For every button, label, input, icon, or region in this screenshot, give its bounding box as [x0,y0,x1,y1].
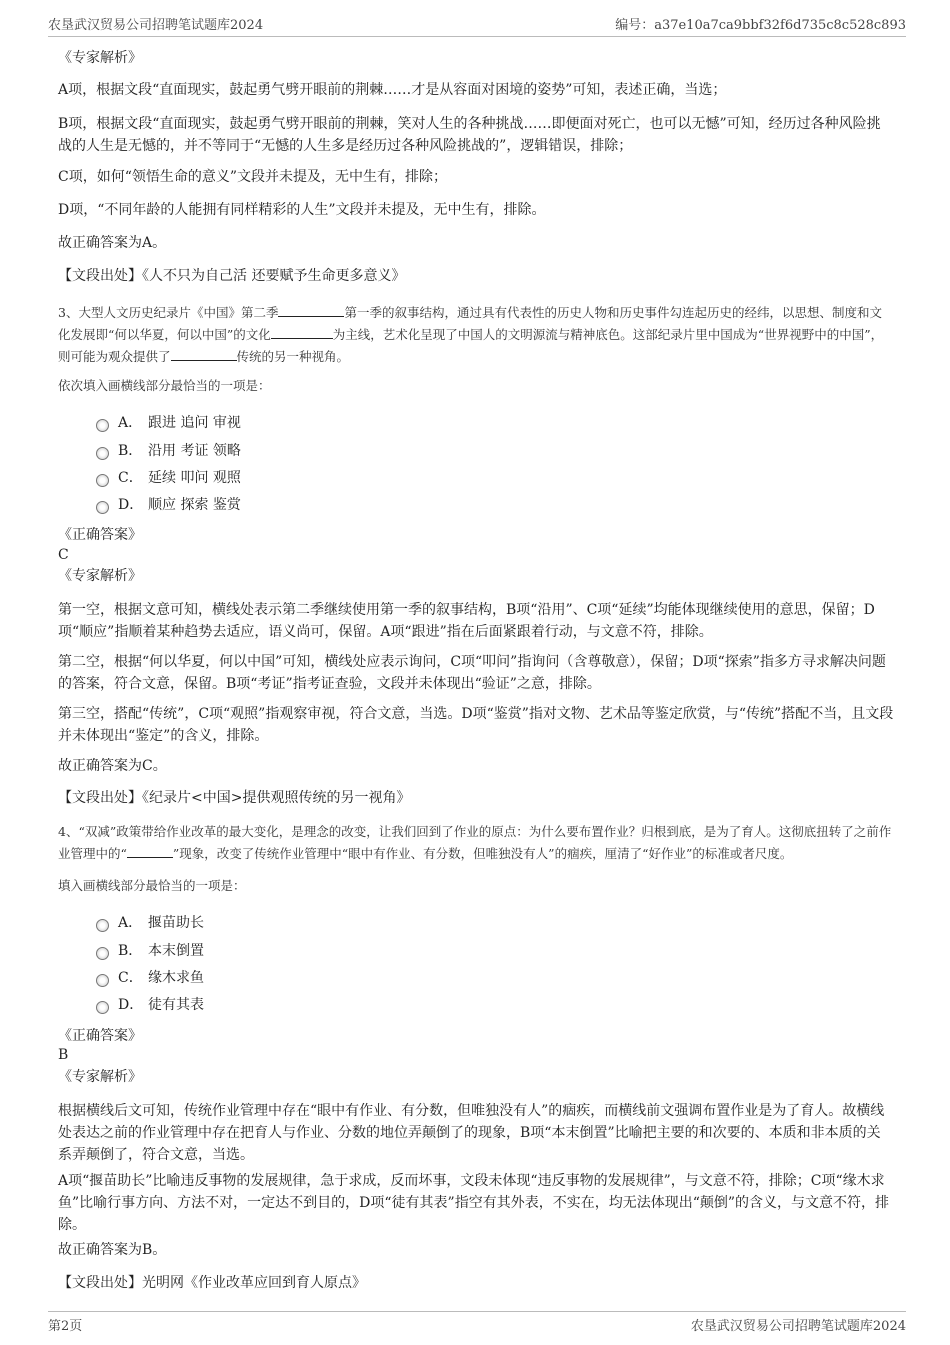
q3-analysis-3: 第三空，搭配“传统”，C项“观照”指观察审视，符合文意，当选。D项“鉴赏”指对文物、艺术品等鉴定欣赏，与“传统”搭配不当，且文段并未体现出“鉴定”的含义，排除。 [58,706,894,744]
radio-icon[interactable] [96,447,109,460]
radio-icon[interactable] [96,1001,109,1014]
q4-answer-label: 《正确答案》 [58,1028,142,1044]
page-header [48,14,906,37]
q4-analysis-1: 根据横线后文可知，传统作业管理中存在“眼中有作业、有分数，但唯独没有人”的痼疾，而横线前文强调布置作业是为了育人。故横线处表达之前的作业管理中存在把育人与作业、分数的地位弄颠倒了的现象，B项“本末倒置”比喻把主要的和次要的、本质和非本质的关系弄颠倒了，符合文意，当选。 [58,1103,885,1163]
page-number: 第2页 [48,1319,83,1334]
q2-expert-label: 《专家解析》 [58,50,142,66]
q3-conclusion: 故正确答案为C。 [58,758,167,774]
q3-expert-label: 《专家解析》 [58,568,142,584]
q3-option-a[interactable]: A． 跟进 追问 审视 [96,413,241,433]
radio-icon[interactable] [96,474,109,487]
q4-option-b[interactable]: B． 本末倒置 [96,941,204,961]
q2-conclusion: 故正确答案为A。 [58,235,167,251]
header-doc-id: 编号：a37e10a7ca9bbf32f6d735c8c528c893 [615,18,906,33]
q2-analysis-a: A项，根据文段“直面现实，鼓起勇气劈开眼前的荆棘……才是从容面对困境的姿势”可知，表述正确，当选； [58,82,727,98]
blank-line [127,843,173,858]
q2-analysis-c: C项，如何“领悟生命的意义”文段并未提及，无中生有，排除； [58,169,448,185]
q3-stem: 3、大型人文历史纪录片《中国》第二季 第一季的叙事结构，通过具有代表性的历史人物和历史事件勾连起历史的经纬，以思想、制度和文化发展即“何以华夏，何以中国”的文化 为主线，艺术化呈现了中国人的文明源流与精神底色。这部纪录片里中国成为“世界视野中的中国”，则可能为观众提供了 传统的另一种视角。 [58,302,894,368]
q3-instruction: 依次填入画横线部分最恰当的一项是： [58,378,271,393]
radio-icon[interactable] [96,501,109,514]
radio-icon[interactable] [96,419,109,432]
radio-icon[interactable] [96,974,109,987]
q2-source: 【文段出处】《人不只为自己活 还要赋予生命更多意义》 [58,268,406,284]
blank-line [278,302,344,317]
q3-option-b[interactable]: B． 沿用 考证 领略 [96,441,241,461]
blank-line [171,346,237,361]
page-footer [48,1311,906,1335]
q4-source: 【文段出处】光明网《作业改革应回到育人原点》 [58,1275,366,1291]
q3-option-d[interactable]: D． 顺应 探索 鉴赏 [96,495,241,515]
q4-answer: B [58,1047,69,1063]
radio-icon[interactable] [96,919,109,932]
q4-option-a[interactable]: A． 揠苗助长 [96,913,204,933]
q4-option-d[interactable]: D． 徒有其表 [96,995,204,1015]
radio-icon[interactable] [96,947,109,960]
q4-expert-label: 《专家解析》 [58,1069,142,1085]
q3-analysis-2: 第二空，根据“何以华夏，何以中国”可知，横线处应表示询问，C项“叩问”指询问（含尊敬意），保留；D项“探索”指多方寻求解决问题的答案，符合文意，保留。B项“考证”指考证查验，文段并未体现出“验证”之意，排除。 [58,654,886,692]
q3-answer-label: 《正确答案》 [58,527,142,543]
q2-analysis-b: B项，根据文段“直面现实，鼓起勇气劈开眼前的荆棘，笑对人生的各种挑战……即便面对死亡，也可以无憾”可知，经历过各种风险挑战的人生是无憾的，并不等同于“无憾的人生多是经历过各种风险挑战的”，逻辑错误，排除； [58,116,881,154]
q2-analysis-d: D项，“不同年龄的人能拥有同样精彩的人生”文段并未提及，无中生有，排除。 [58,202,546,218]
blank-line [271,324,333,339]
q4-option-c[interactable]: C． 缘木求鱼 [96,968,204,988]
header-title: 农垦武汉贸易公司招聘笔试题库2024 [48,18,264,33]
q4-analysis-2: A项“揠苗助长”比喻违反事物的发展规律，急于求成，反而坏事，文段未体现“违反事物的发展规律”，与文意不符，排除；C项“缘木求鱼”比喻行事方向、方法不对，一定达不到目的，D项“徒有其表”指空有其外表，不实在，均无法体现出“颠倒”的含义，与文意不符，排除。 [58,1173,890,1233]
q3-analysis-1: 第一空，根据文意可知，横线处表示第二季继续使用第一季的叙事结构，B项“沿用”、C项“延续”均能体现继续使用的意思，保留；D项“顺应”指顺着某种趋势去适应，语义尚可，保留。A项“跟进”指在后面紧跟着行动，与文意不符，排除。 [58,602,875,640]
footer-title: 农垦武汉贸易公司招聘笔试题库2024 [690,1319,906,1334]
q3-option-c[interactable]: C． 延续 叩问 观照 [96,468,241,488]
q4-instruction: 填入画横线部分最恰当的一项是： [58,878,246,893]
q4-conclusion: 故正确答案为B。 [58,1242,167,1258]
q3-source: 【文段出处】《纪录片<中国>提供观照传统的另一视角》 [58,790,411,806]
q4-stem: 4、“双减”政策带给作业改革的最大变化，是理念的改变，让我们回到了作业的原点：为什么要布置作业？归根到底，是为了育人。这彻底扭转了之前作业管理中的“ ”现象，改变了传统作业管理中“眼中有作业、有分数，但唯独没有人”的痼疾，厘清了“好作业”的标准或者尺度。 [58,824,892,861]
q3-answer: C [58,547,69,563]
